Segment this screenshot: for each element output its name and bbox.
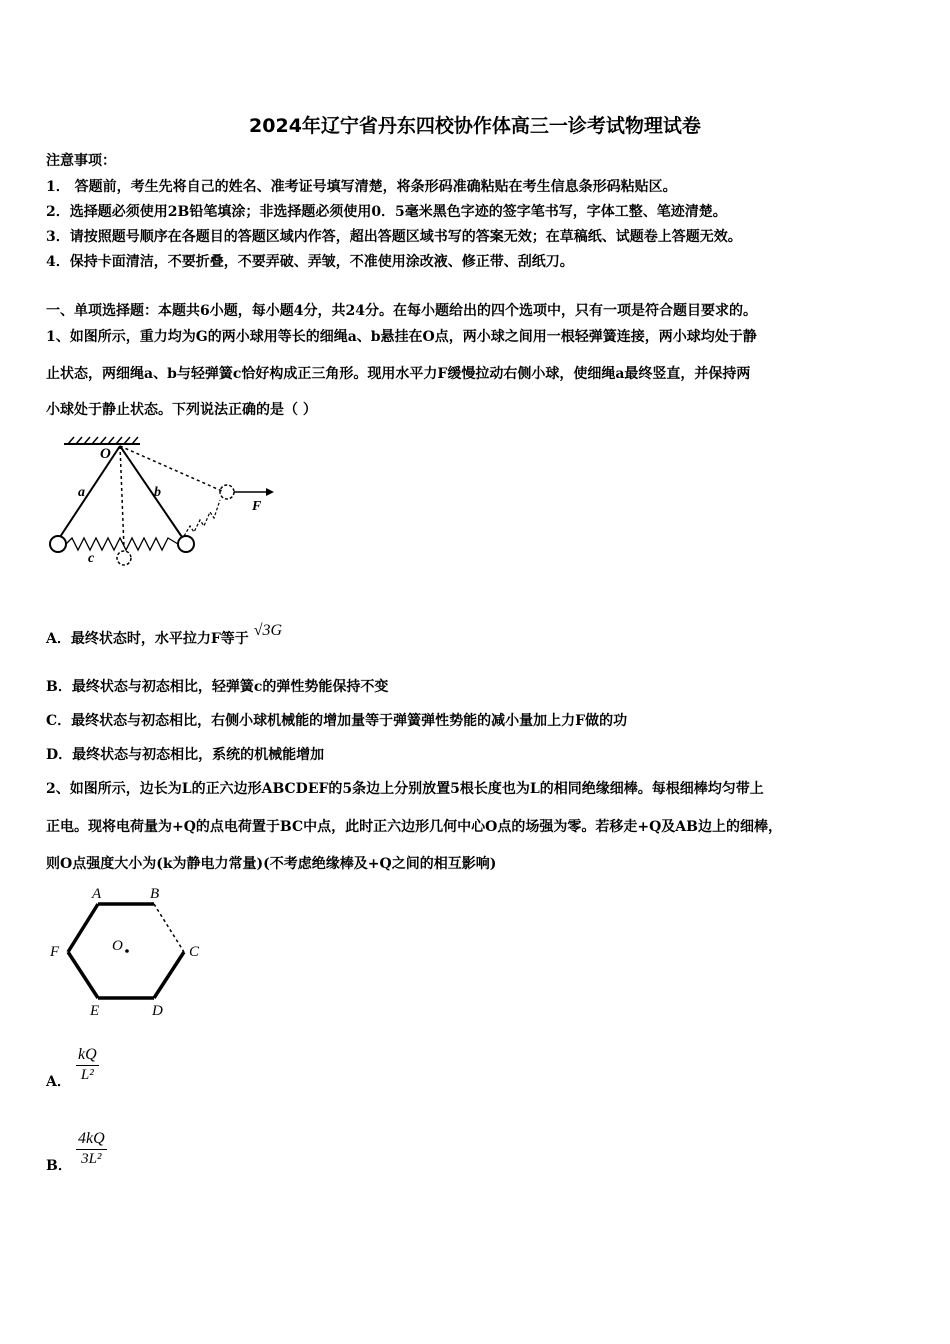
q2-label-b: B <box>150 886 160 902</box>
q1-option-a-text: A．最终状态时，水平拉力F等于 <box>46 631 249 647</box>
q1-label-f: F <box>252 499 262 514</box>
q1-option-c[interactable]: C．最终状态与初态相比，右侧小球机械能的增加量等于弹簧弹性势能的减小量加上力F做的功 <box>46 713 628 729</box>
q2-option-b-denominator: 3L² <box>81 1151 102 1167</box>
q2-option-a-label[interactable]: A． <box>46 1074 71 1090</box>
q1-label-o: O <box>100 446 111 462</box>
q1-stem-line-1: 1、如图所示，重力均为G的两小球用等长的细绳a、b悬挂在O点，两小球之间用一根轻弹簧连接，两小球均处于静 <box>46 329 757 345</box>
q1-spring-figure <box>44 436 274 576</box>
q2-stem-line-2: 正电。现将电荷量为+Q的点电荷置于BC中点，此时正六边形几何中心O点的场强为零。若移走+Q及AB边上的细棒， <box>46 819 782 835</box>
q1-option-b[interactable]: B．最终状态与初态相比，轻弹簧c的弹性势能保持不变 <box>46 679 389 695</box>
q2-option-b-fraction-bar <box>76 1149 107 1150</box>
q2-stem-line-3: 则O点强度大小为(k为静电力常量)(不考虑绝缘棒及+Q之间的相互影响) <box>46 856 497 872</box>
q2-label-f: F <box>50 944 60 960</box>
notice-item-1: 1． 答题前，考生先将自己的姓名、准考证号填写清楚，将条形码准确粘贴在考生信息条形码粘贴区。 <box>46 179 677 195</box>
q2-option-a-numerator: kQ <box>78 1046 97 1063</box>
q2-option-b-numerator: 4kQ <box>78 1130 105 1147</box>
q2-option-a-fraction <box>76 1046 99 1084</box>
page-title: 2024年辽宁省丹东四校协作体高三一诊考试物理试卷 <box>249 115 701 137</box>
notice-item-4: 4．保持卡面清洁，不要折叠，不要弄破、弄皱，不准使用涂改液、修正带、刮纸刀。 <box>46 254 574 270</box>
q2-option-a-denominator: L² <box>80 1067 94 1083</box>
notice-item-2: 2．选择题必须使用2B铅笔填涂；非选择题必须使用0．5毫米黑色字迹的签字笔书写，字体工整、笔迹清楚。 <box>46 204 727 220</box>
notice-heading: 注意事项： <box>46 153 116 169</box>
q2-label-c: C <box>189 944 200 960</box>
q2-label-d: D <box>152 1003 163 1019</box>
q1-stem-line-3: 小球处于静止状态。下列说法正确的是（ ） <box>46 402 317 418</box>
q1-label-b: b <box>154 485 161 500</box>
q2-stem-line-1: 2、如图所示，边长为L的正六边形ABCDEF的5条边上分别放置5根长度也为L的相同绝缘细棒。每根细棒均匀带上 <box>46 781 764 797</box>
section-heading: 一、单项选择题：本题共6小题，每小题4分，共24分。在每小题给出的四个选项中，只有一项是符合题目要求的。 <box>46 303 757 319</box>
q2-label-o: O <box>112 938 123 954</box>
notice-item-3: 3．请按照题号顺序在各题目的答题区域内作答，超出答题区域书写的答案无效；在草稿纸、试题卷上答题无效。 <box>46 229 742 245</box>
q2-hexagon-figure <box>46 882 216 1022</box>
q1-option-a-math: √3G <box>253 622 283 639</box>
q1-stem-line-2: 止状态，两细绳a、b与轻弹簧c恰好构成正三角形。现用水平力F缓慢拉动右侧小球，使细绳a最终竖直，并保持两 <box>46 366 751 382</box>
q1-option-a[interactable] <box>46 622 283 648</box>
q2-option-b-fraction <box>76 1130 107 1168</box>
q1-option-d[interactable]: D．最终状态与初态相比，系统的机械能增加 <box>46 747 325 763</box>
q2-label-a: A <box>92 886 102 902</box>
q2-label-e: E <box>90 1003 100 1019</box>
q1-label-c: c <box>88 551 95 566</box>
q2-option-a-fraction-bar <box>76 1065 99 1066</box>
q1-label-a: a <box>78 485 85 500</box>
q2-option-b-label[interactable]: B． <box>46 1158 72 1174</box>
